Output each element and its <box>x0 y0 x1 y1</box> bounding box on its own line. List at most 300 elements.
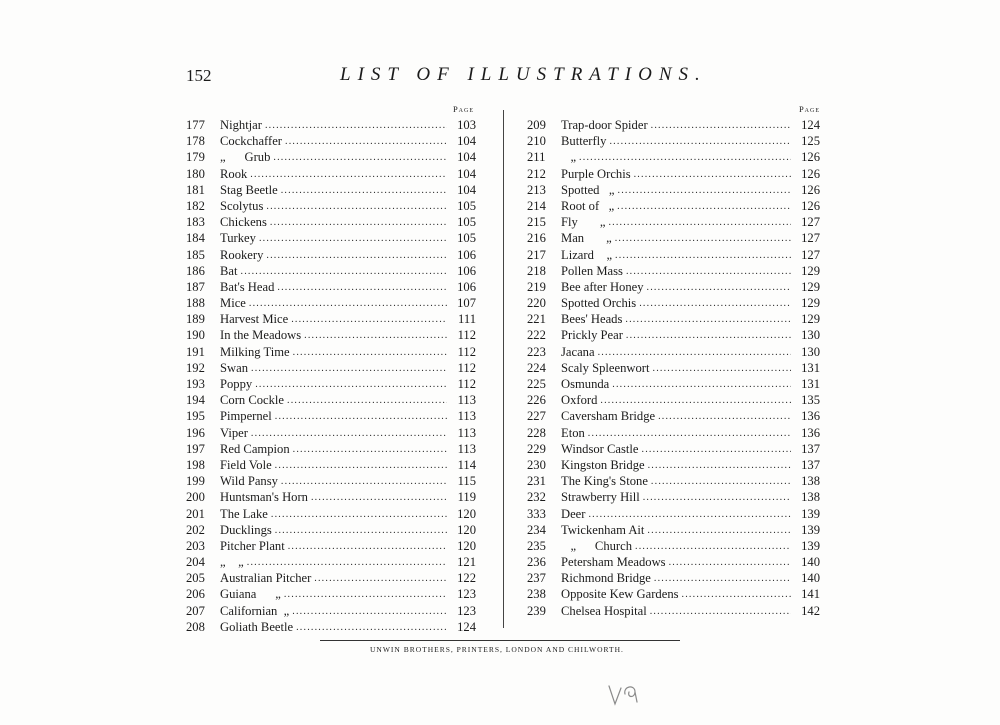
entry-number: 214 <box>527 198 546 213</box>
dot-leader <box>275 460 447 471</box>
entry-title: Chelsea Hospital <box>561 603 647 618</box>
dot-leader <box>251 428 447 439</box>
dot-leader <box>615 233 791 244</box>
entry-page: 126 <box>801 198 820 213</box>
dot-leader <box>658 411 791 422</box>
dot-leader <box>648 460 791 471</box>
entry-number: 179 <box>186 150 205 165</box>
entry-number: 232 <box>527 490 546 505</box>
entry-number: 193 <box>186 377 205 391</box>
entry-title: Spotted Orchis <box>561 296 637 311</box>
entry-title: Ducklings <box>220 522 272 537</box>
list-item <box>527 555 820 571</box>
entry-page: 112 <box>457 328 476 343</box>
list-item <box>527 345 820 361</box>
dot-leader <box>271 509 447 520</box>
printer-imprint: UNWIN BROTHERS, PRINTERS, LONDON AND CHILWORTH. <box>370 645 624 654</box>
dot-leader <box>287 395 447 406</box>
entry-title: Scolytus <box>220 198 264 213</box>
entry-page: 139 <box>801 522 820 537</box>
entry-title: Swan <box>220 360 248 375</box>
column-divider <box>503 110 504 628</box>
dot-leader <box>647 282 791 293</box>
entry-page: 126 <box>801 166 820 181</box>
dot-leader <box>653 363 792 374</box>
entry-page: 137 <box>801 441 820 456</box>
entry-title: Pitcher Plant <box>220 538 285 553</box>
entry-title: Twickenham Ait <box>561 522 645 537</box>
list-item <box>186 442 476 458</box>
list-item <box>527 507 820 523</box>
entry-page: 129 <box>801 312 820 327</box>
list-item <box>527 150 820 166</box>
entry-page: 141 <box>801 587 820 602</box>
list-item <box>527 393 820 409</box>
entry-number: 188 <box>186 296 205 311</box>
entry-page: 112 <box>457 344 476 359</box>
dot-leader <box>285 136 447 147</box>
dot-leader <box>311 492 447 503</box>
entry-title: Scaly Spleenwort <box>561 360 650 375</box>
entry-number: 220 <box>527 296 546 311</box>
dot-leader <box>618 185 791 196</box>
entry-title: Deer <box>561 506 586 521</box>
entry-title: Caversham Bridge <box>561 409 656 424</box>
list-item <box>527 474 820 490</box>
entry-number: 237 <box>527 571 546 586</box>
dot-leader <box>617 201 791 212</box>
entry-page: 129 <box>801 279 820 294</box>
entry-title: Pimpernel <box>220 409 272 424</box>
dot-leader <box>588 509 791 520</box>
list-item <box>186 587 476 603</box>
entry-number: 223 <box>527 344 546 359</box>
dot-leader <box>241 266 448 277</box>
entry-title: Opposite Kew Gardens <box>561 587 679 602</box>
entry-title: Californian „ <box>220 603 290 618</box>
entry-page: 127 <box>801 215 820 230</box>
list-item <box>186 620 476 636</box>
entry-page: 136 <box>801 409 820 424</box>
list-item <box>527 377 820 393</box>
entry-title: Prickly Pear <box>561 328 623 343</box>
list-item <box>527 264 820 280</box>
dot-leader <box>247 557 447 568</box>
entry-number: 226 <box>527 393 546 408</box>
dot-leader <box>255 379 447 390</box>
entry-page: 112 <box>457 360 476 375</box>
dot-leader <box>250 169 447 180</box>
entry-page: 120 <box>457 538 476 553</box>
illustrations-column-left <box>186 104 476 636</box>
entry-number: 230 <box>527 457 546 472</box>
list-item <box>527 312 820 328</box>
list-item <box>186 571 476 587</box>
entry-number: 201 <box>186 506 205 521</box>
list-item <box>527 199 820 215</box>
list-item <box>527 539 820 555</box>
dot-leader <box>647 525 791 536</box>
dot-leader <box>314 573 447 584</box>
dot-leader <box>251 363 447 374</box>
list-item <box>527 280 820 296</box>
page-column-heading: Page <box>798 104 820 114</box>
entry-title: The Lake <box>220 506 268 521</box>
entry-page: 114 <box>457 457 476 472</box>
entry-number: 218 <box>527 263 546 278</box>
entry-page: 126 <box>801 182 820 197</box>
entry-title: Pollen Mass <box>561 263 623 278</box>
entry-number: 197 <box>186 441 205 456</box>
dot-leader <box>270 217 447 228</box>
entry-number: 210 <box>527 134 546 149</box>
entries-list <box>186 118 476 636</box>
entry-title: Spotted „ <box>561 182 615 197</box>
list-item <box>186 377 476 393</box>
list-item <box>186 280 476 296</box>
entry-number: 177 <box>186 118 205 132</box>
dot-leader <box>249 298 447 309</box>
entry-page: 124 <box>457 619 476 634</box>
list-item <box>186 555 476 571</box>
entry-title: Poppy <box>220 377 253 391</box>
entry-number: 203 <box>186 538 205 553</box>
list-item <box>186 118 476 134</box>
entry-page: 105 <box>457 231 476 246</box>
entry-number: 187 <box>186 279 205 294</box>
list-item <box>527 458 820 474</box>
entry-number: 224 <box>527 360 546 375</box>
entry-title: The King's Stone <box>561 474 648 489</box>
entry-number: 182 <box>186 198 205 213</box>
entries-list <box>527 118 820 620</box>
entry-title: Chickens <box>220 215 267 230</box>
entry-title: Trap-door Spider <box>561 118 648 132</box>
entry-number: 211 <box>527 150 546 165</box>
entry-page: 121 <box>457 555 476 570</box>
list-item <box>186 231 476 247</box>
entry-page: 139 <box>801 538 820 553</box>
list-item <box>186 426 476 442</box>
entry-number: 208 <box>186 619 205 634</box>
dot-leader <box>292 606 447 617</box>
list-item <box>527 134 820 150</box>
list-item <box>186 507 476 523</box>
entry-title: Man „ <box>561 231 612 246</box>
entry-number: 225 <box>527 377 546 391</box>
dot-leader <box>304 330 447 341</box>
entry-title: Richmond Bridge <box>561 571 651 586</box>
list-item <box>186 409 476 425</box>
list-item <box>186 523 476 539</box>
entry-page: 104 <box>457 150 476 165</box>
entry-title: „ Grub <box>220 150 271 165</box>
entry-title: Rookery <box>220 247 264 262</box>
entry-page: 120 <box>457 506 476 521</box>
dot-leader <box>615 250 791 261</box>
dot-leader <box>608 217 791 228</box>
list-item <box>186 604 476 620</box>
list-item <box>527 183 820 199</box>
entry-page: 120 <box>457 522 476 537</box>
list-item <box>527 442 820 458</box>
dot-leader <box>265 120 447 131</box>
dot-leader <box>277 282 447 293</box>
list-item <box>527 409 820 425</box>
dot-leader <box>639 298 791 309</box>
dot-leader <box>598 347 791 358</box>
dot-leader <box>634 169 791 180</box>
entry-title: Bee after Honey <box>561 279 644 294</box>
entry-page: 136 <box>801 425 820 440</box>
list-item <box>186 458 476 474</box>
page-number: 152 <box>186 66 212 85</box>
entry-number: 202 <box>186 522 205 537</box>
list-item <box>527 604 820 620</box>
entry-title: Fly „ <box>561 215 606 230</box>
pencil-annotation <box>605 676 645 710</box>
entry-title: Turkey <box>220 231 256 246</box>
list-item <box>186 264 476 280</box>
list-item <box>527 231 820 247</box>
entry-number: 215 <box>527 215 546 230</box>
entry-page: 104 <box>457 182 476 197</box>
entry-number: 204 <box>186 555 205 570</box>
list-item <box>527 167 820 183</box>
entry-title: Strawberry Hill <box>561 490 640 505</box>
list-item <box>186 490 476 506</box>
entry-page: 137 <box>801 457 820 472</box>
entry-number: 194 <box>186 393 205 408</box>
list-item <box>186 474 476 490</box>
dot-leader <box>579 152 791 163</box>
list-item <box>527 587 820 603</box>
dot-leader <box>291 314 447 325</box>
list-item <box>186 328 476 344</box>
entry-number: 189 <box>186 312 205 327</box>
dot-leader <box>293 444 447 455</box>
dot-leader <box>266 201 447 212</box>
dot-leader <box>600 395 791 406</box>
list-item <box>186 199 476 215</box>
list-item <box>527 361 820 377</box>
illustrations-column-right <box>527 104 820 620</box>
entry-page: 113 <box>457 425 476 440</box>
entry-page: 131 <box>801 377 820 391</box>
entry-page: 106 <box>457 263 476 278</box>
entry-title: „ <box>561 150 577 165</box>
entry-page: 104 <box>457 166 476 181</box>
list-item <box>186 248 476 264</box>
entry-page: 126 <box>801 150 820 165</box>
entry-number: 191 <box>186 344 205 359</box>
entry-page: 139 <box>801 506 820 521</box>
entry-number: 239 <box>527 603 546 618</box>
entry-number: 181 <box>186 182 205 197</box>
entry-page: 111 <box>458 312 476 327</box>
entry-title: Cockchaffer <box>220 134 283 149</box>
entry-title: Root of „ <box>561 198 615 213</box>
entry-number: 186 <box>186 263 205 278</box>
dot-leader <box>626 330 791 341</box>
dot-leader <box>273 152 447 163</box>
entry-title: In the Meadows <box>220 328 302 343</box>
page-title: LIST OF ILLUSTRATIONS. <box>340 64 707 85</box>
entry-number: 178 <box>186 134 205 149</box>
dot-leader <box>625 314 791 325</box>
entry-title: Red Campion <box>220 441 290 456</box>
entry-number: 234 <box>527 522 546 537</box>
entry-title: Lizard „ <box>561 247 613 262</box>
entry-number: 333 <box>527 506 546 521</box>
entry-title: Wild Pansy <box>220 474 278 489</box>
entry-page: 140 <box>801 571 820 586</box>
entry-title: Milking Time <box>220 344 290 359</box>
dot-leader <box>281 185 447 196</box>
dot-leader <box>650 606 791 617</box>
entry-number: 205 <box>186 571 205 586</box>
entry-number: 213 <box>527 182 546 197</box>
entry-number: 231 <box>527 474 546 489</box>
dot-leader <box>651 120 791 131</box>
entry-number: 199 <box>186 474 205 489</box>
entry-page: 106 <box>457 279 476 294</box>
list-item <box>186 167 476 183</box>
dot-leader <box>266 250 447 261</box>
entry-page: 129 <box>801 296 820 311</box>
entry-page: 129 <box>801 263 820 278</box>
entry-title: Mice <box>220 296 246 311</box>
entry-title: Bees' Heads <box>561 312 623 327</box>
entry-number: 238 <box>527 587 546 602</box>
entry-page: 123 <box>457 603 476 618</box>
dot-leader <box>284 589 447 600</box>
entry-title: Purple Orchis <box>561 166 631 181</box>
list-item <box>527 248 820 264</box>
entry-page: 127 <box>801 231 820 246</box>
entry-number: 183 <box>186 215 205 230</box>
entry-page: 113 <box>457 393 476 408</box>
entry-title: Goliath Beetle <box>220 619 294 634</box>
dot-leader <box>296 622 447 633</box>
dot-leader <box>609 136 791 147</box>
list-item <box>527 426 820 442</box>
entry-number: 217 <box>527 247 546 262</box>
entry-page: 104 <box>457 134 476 149</box>
dot-leader <box>682 589 791 600</box>
entry-page: 124 <box>801 118 820 132</box>
entry-number: 235 <box>527 538 546 553</box>
dot-leader <box>642 444 792 455</box>
entry-title: Kingston Bridge <box>561 457 645 472</box>
entry-page: 105 <box>457 198 476 213</box>
entry-number: 190 <box>186 328 205 343</box>
dot-leader <box>643 492 791 503</box>
dot-leader <box>651 476 791 487</box>
entry-number: 192 <box>186 360 205 375</box>
entry-title: Huntsman's Horn <box>220 490 308 505</box>
entry-title: Bat's Head <box>220 279 275 294</box>
list-item <box>186 393 476 409</box>
entry-number: 219 <box>527 279 546 294</box>
entry-title: Eton <box>561 425 585 440</box>
entry-page: 125 <box>801 134 820 149</box>
entry-page: 113 <box>457 409 476 424</box>
dot-leader <box>588 428 791 439</box>
entry-title: Oxford <box>561 393 598 408</box>
entry-page: 130 <box>801 328 820 343</box>
entry-page: 138 <box>801 474 820 489</box>
entry-title: „ Church <box>561 538 632 553</box>
list-item <box>527 215 820 231</box>
entry-number: 216 <box>527 231 546 246</box>
entry-page: 122 <box>457 571 476 586</box>
entry-number: 185 <box>186 247 205 262</box>
entry-page: 123 <box>457 587 476 602</box>
entry-page: 105 <box>457 215 476 230</box>
entry-number: 196 <box>186 425 205 440</box>
entry-title: Stag Beetle <box>220 182 278 197</box>
dot-leader <box>669 557 791 568</box>
dot-leader <box>288 541 447 552</box>
entry-page: 131 <box>801 360 820 375</box>
dot-leader <box>281 476 447 487</box>
dot-leader <box>635 541 791 552</box>
entry-number: 229 <box>527 441 546 456</box>
entry-page: 119 <box>457 490 476 505</box>
entry-number: 228 <box>527 425 546 440</box>
entry-title: „ „ <box>220 555 244 570</box>
entry-title: Guiana „ <box>220 587 281 602</box>
entry-title: Field Vole <box>220 457 272 472</box>
dot-leader <box>259 233 447 244</box>
entry-number: 222 <box>527 328 546 343</box>
entry-title: Nightjar <box>220 118 262 132</box>
list-item <box>186 361 476 377</box>
list-item <box>186 296 476 312</box>
list-item <box>527 118 820 134</box>
entry-page: 140 <box>801 555 820 570</box>
entry-number: 227 <box>527 409 546 424</box>
entry-number: 207 <box>186 603 205 618</box>
list-item <box>186 539 476 555</box>
entry-number: 180 <box>186 166 205 181</box>
entry-page: 106 <box>457 247 476 262</box>
entry-page: 130 <box>801 344 820 359</box>
entry-title: Corn Cockle <box>220 393 285 408</box>
list-item <box>186 134 476 150</box>
entry-title: Osmunda <box>561 377 610 391</box>
entry-title: Butterfly <box>561 134 607 149</box>
entry-page: 138 <box>801 490 820 505</box>
list-item <box>186 183 476 199</box>
list-item <box>186 312 476 328</box>
entry-page: 113 <box>457 441 476 456</box>
entry-page: 135 <box>801 393 820 408</box>
entry-number: 200 <box>186 490 205 505</box>
entry-number: 195 <box>186 409 205 424</box>
list-item <box>186 345 476 361</box>
entry-title: Jacana <box>561 344 595 359</box>
entry-title: Rook <box>220 166 248 181</box>
dot-leader <box>293 347 447 358</box>
dot-leader <box>612 379 791 390</box>
dot-leader <box>275 411 447 422</box>
entry-title: Viper <box>220 425 248 440</box>
entry-number: 198 <box>186 457 205 472</box>
entry-page: 103 <box>457 118 476 132</box>
list-item <box>186 215 476 231</box>
